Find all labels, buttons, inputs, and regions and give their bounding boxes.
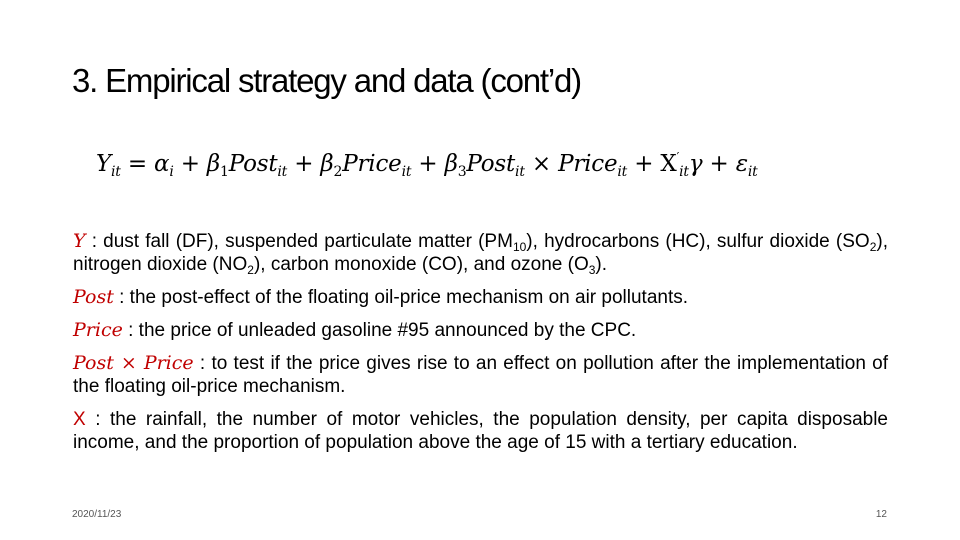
slide-title: 3. Empirical strategy and data (cont’d) <box>72 62 581 99</box>
page-number: 12 <box>875 509 887 520</box>
bullet-price-definition: Price : the price of unleaded gasoline #95 announced by the CPC. <box>73 319 637 341</box>
bullet-x-definition: X : the rainfall, the number of motor vehicles, the population density, per capita disposable income, and the proportion of population above the age of 15 with a tertiary education. <box>73 409 888 453</box>
variable-definitions <box>73 230 888 464</box>
bullet-y-definition: Y : dust fall (DF), suspended particulate matter $(PM_{10})$, hydrocarbons (HC), sulfur dioxide $(SO_2)$, nitrogen dioxide $(NO_2)$, carbon monoxide (CO), and ozone $(O_3)$. <box>73 230 888 277</box>
bullet-interaction-definition: Post × Price : to test if the price gives rise to an effect on pollution after the implementation of the floating oil-price mechanism. <box>73 352 888 397</box>
regression-equation: $Y_{it} = \alpha_i$ + $\beta_1Post_{it}$ + $\beta_2Price_{it}$ + $\beta_3Post_{it}$ × Price$_{it}$ + $X'_{it}\gamma + \varepsilon_{it}$ <box>96 150 758 180</box>
footer-date: 2020/11/23 <box>72 509 122 520</box>
bullet-post-definition: Post : the post-effect of the floating oil-price mechanism on air pollutants. <box>73 286 689 308</box>
